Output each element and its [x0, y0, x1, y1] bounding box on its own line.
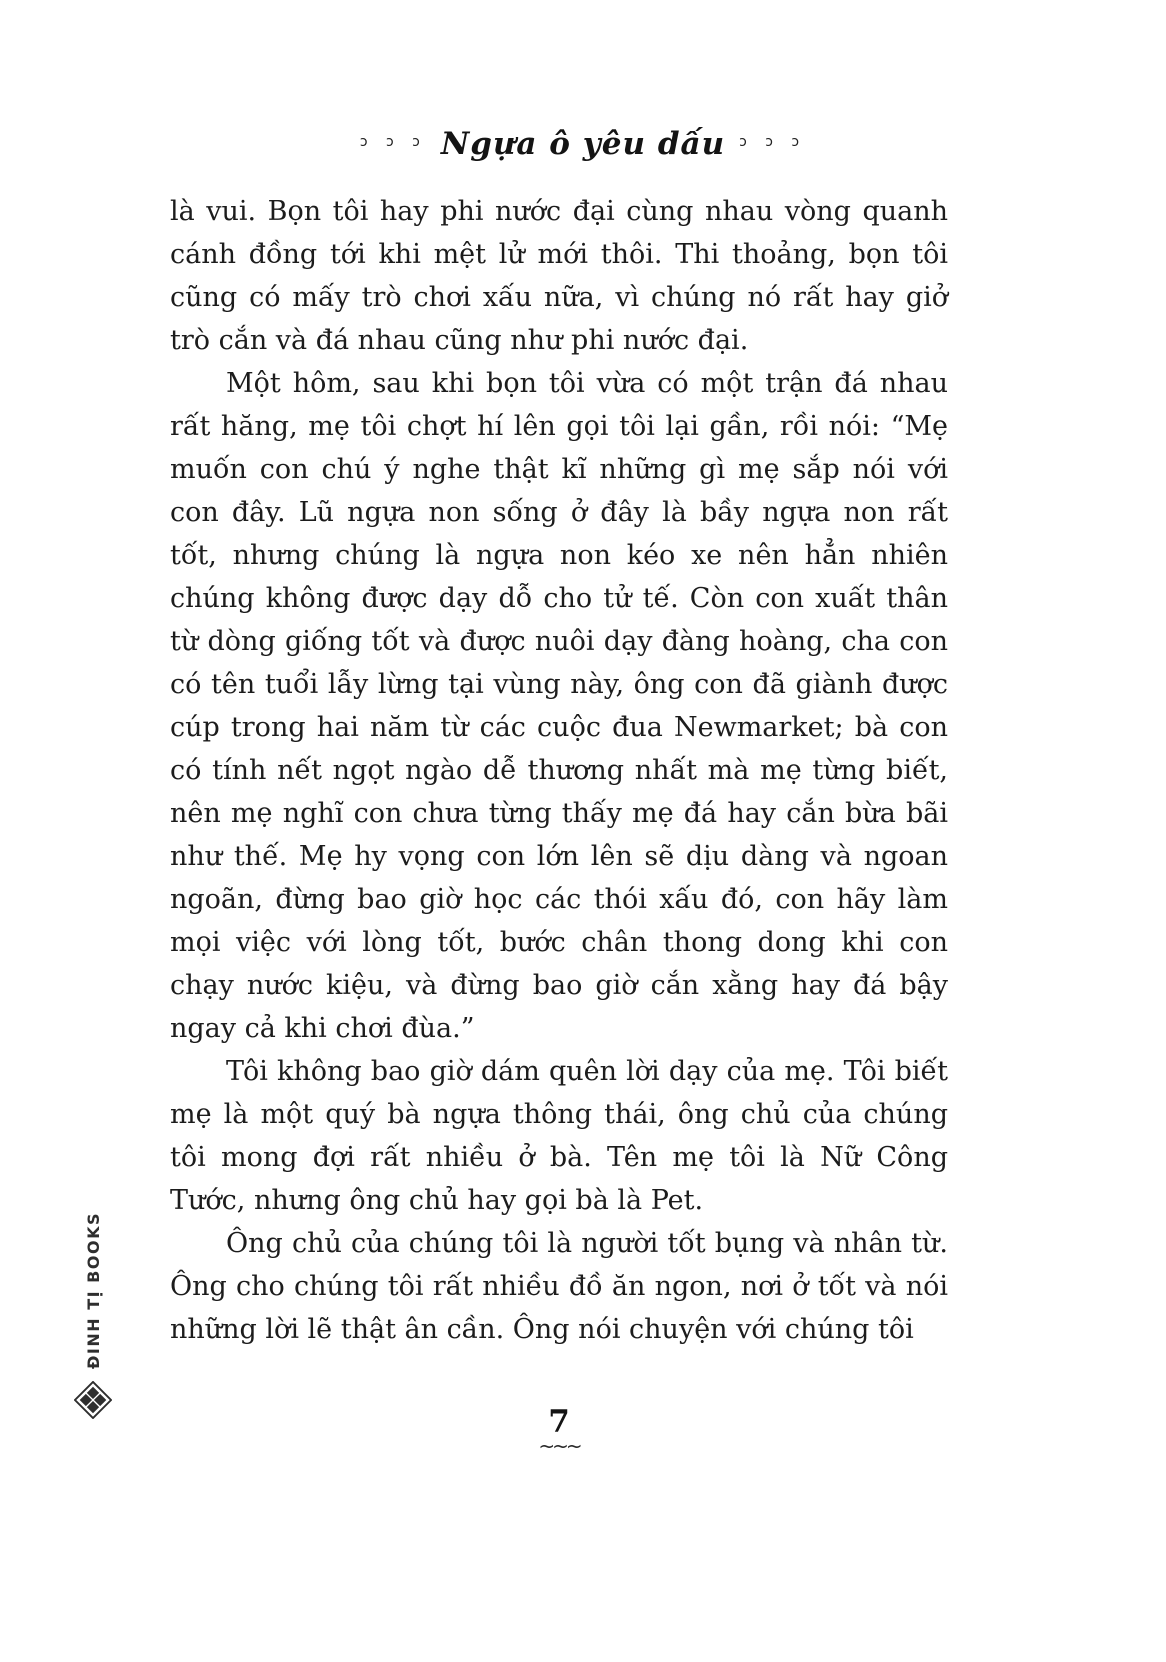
paragraph: Tôi không bao giờ dám quên lời dạy của mẹ. Tôi biết mẹ là một quý bà ngựa thông thái, ông chủ của chúng tôi mong đợi rất nhiều ở bà. Tên mẹ tôi là Nữ Công Tước, nhưng ông chủ hay gọi bà là Pet. — [170, 1056, 948, 1216]
publisher-name: ĐINH TỊ BOOKS — [83, 1212, 103, 1369]
footer-ornament: ~~~ — [538, 1434, 580, 1458]
paragraph: Một hôm, sau khi bọn tôi vừa có một trận đá nhau rất hăng, mẹ tôi chợt hí lên gọi tôi lại gần, rồi nói: “Mẹ muốn con chú ý nghe thật kĩ những gì mẹ sắp nói với con đây. Lũ ngựa non sống ở đây là bầy ngựa non rất tốt, nhưng chúng là ngựa non kéo xe nên hẳn nhiên chúng không được dạy dỗ cho tử tế. Còn con xuất thân từ dòng giống tốt và được nuôi dạy đàng hoàng, cha con có tên tuổi lẫy lừng tại vùng này, ông con đã giành được cúp trong hai năm từ các cuộc đua Newmarket; bà con có tính nết ngọt ngào dễ thương nhất mà mẹ từng biết, nên mẹ nghĩ con chưa từng thấy mẹ đá hay cắn bừa bãi như thế. Mẹ hy vọng con lớn lên sẽ dịu dàng và ngoan ngoãn, đừng bao giờ học các thói xấu đó, con hãy làm mọi việc với lòng tốt, bước chân thong dong khi con chạy nước kiệu, và đừng bao giờ cắn xằng hay đá bậy ngay cả khi chơi đùa.” — [170, 368, 948, 1044]
header-ornament-right: ɔ ɔ ɔ — [739, 134, 807, 150]
book-title: Ngựa ô yêu dấu — [440, 126, 726, 162]
paragraph: Ông chủ của chúng tôi là người tốt bụng và nhân từ. Ông cho chúng tôi rất nhiều đồ ăn ngon, nơi ở tốt và nói những lời lẽ thật ân cần. Ông nói chuyện với chúng tôi — [170, 1228, 948, 1345]
page-body — [170, 190, 948, 1351]
publisher-sidebar — [72, 1212, 114, 1419]
page-footer — [170, 1404, 948, 1458]
running-header — [0, 126, 1166, 162]
header-ornament-left: ɔ ɔ ɔ — [359, 134, 427, 150]
paragraph: là vui. Bọn tôi hay phi nước đại cùng nhau vòng quanh cánh đồng tới khi mệt lử mới thôi. Thi thoảng, bọn tôi cũng có mấy trò chơi xấu nữa, vì chúng nó rất hay giở trò cắn và đá nhau cũng như phi nước đại. — [170, 196, 948, 356]
page-number: 7 — [548, 1404, 570, 1440]
publisher-diamond-logo-icon — [74, 1381, 112, 1419]
